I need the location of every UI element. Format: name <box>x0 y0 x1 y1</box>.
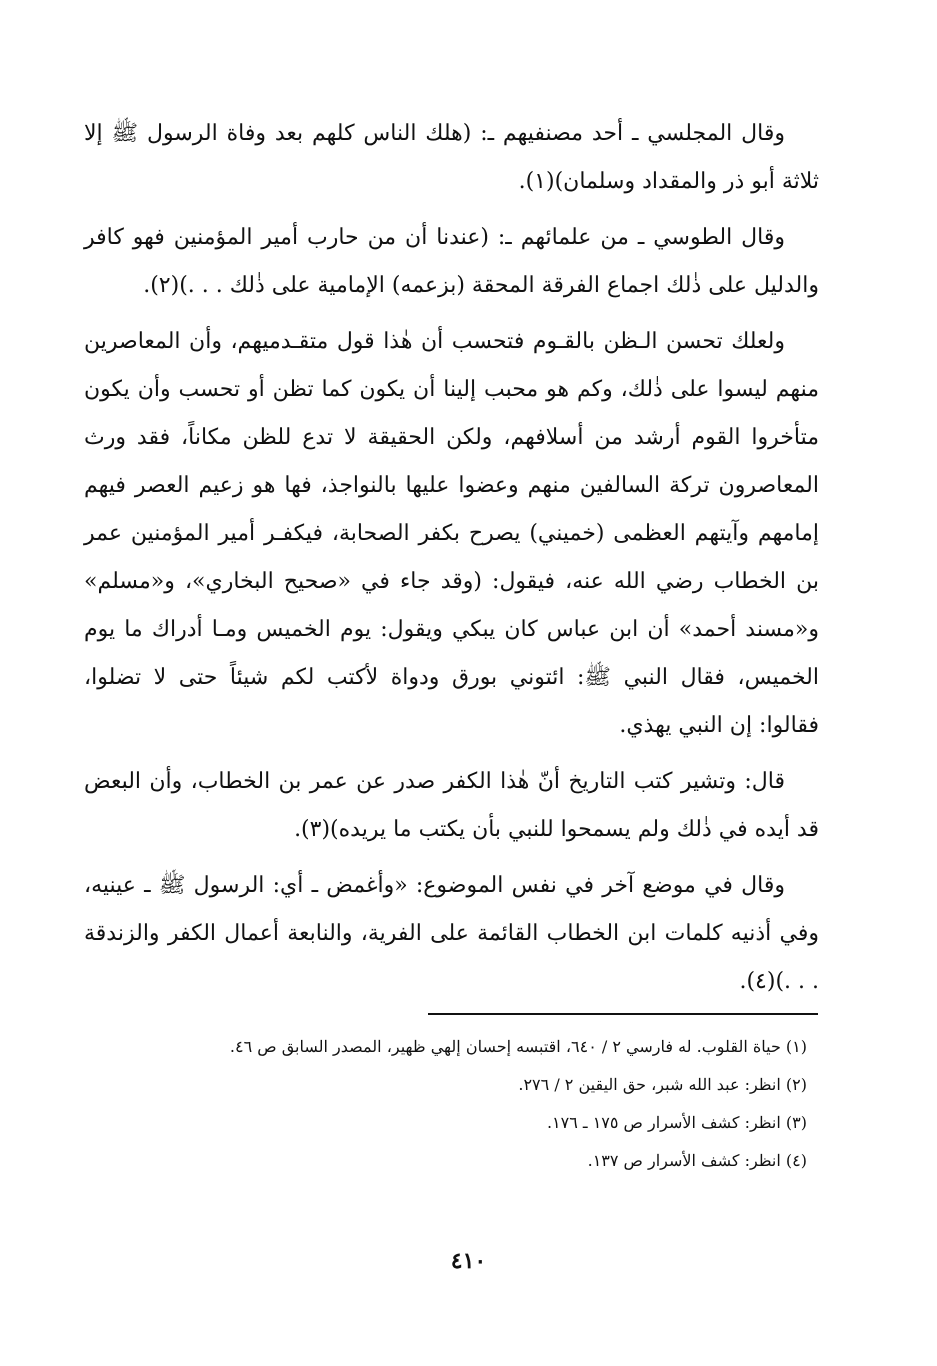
footnote: (٣) انظر: كشف الأسرار ص ١٧٥ ـ ١٧٦. <box>546 1113 807 1132</box>
paragraph: وقال الطوسي ـ من علمائهم ـ: (عندنا أن من حارب أمير المؤمنين فهو كافر والدليل على ذٰلك اجماع الفرقة المحقة (بزعمه) الإمامية على ذٰلك . . .)(٢). <box>84 225 819 298</box>
footnote: (٤) انظر: كشف الأسرار ص ١٣٧. <box>587 1151 807 1170</box>
page-number: ٤١٠ <box>450 1248 487 1274</box>
footnote: (٢) انظر: عبد الله شبر، حق اليقين ٢ / ٢٧٦. <box>518 1075 807 1094</box>
paragraph: وقال في موضع آخر في نفس الموضوع: «وأغمض ـ أي: الرسول ﷺ ـ عينيه، وفي أذنيه كلمات ابن الخطاب القائمة على الفرية، والنابعة أعمال الكفر والزندقة . . .)(٤). <box>84 873 819 994</box>
paragraph: وقال المجلسي ـ أحد مصنفيهم ـ: (هلك الناس كلهم بعد وفاة الرسول ﷺ إلا ثلاثة أبو ذر والمقداد وسلمان)(١). <box>84 121 819 194</box>
footnotes <box>84 1028 819 1180</box>
paragraph: قال: وتشير كتب التاريخ أنّ هٰذا الكفر صدر عن عمر بن الخطاب، وأن البعض قد أيده في ذٰلك ولم يسمحوا للنبي بأن يكتب ما يريده)(٣). <box>84 769 819 842</box>
main-text <box>84 110 819 1014</box>
paragraph: ولعلك تحسن الـظن بالقـوم فتحسب أن هٰذا قول متقـدميهم، وأن المعاصرين منهم ليسوا على ذٰلك، وكم هو محبب إلينا أن يكون كما تظن أو تحسب وأن يكون متأخروا القوم أرشد من أسلافهم، ولكن الحقيقة لا تدع للظن مكاناً، فقد ورث المعاصرون تركة السالفين منهم وعضوا عليها بالنواجذ، فها هو زعيم العصر فيهم إمامهم وآيتهم العظمى (خميني) يصرح بكفر الصحابة، فيكفـر أمير المؤمنين عمر بن الخطاب رضي الله عنه، فيقول: (وقد جاء في «صحيح البخاري»، و«مسلم» و«مسند أحمد» أن ابن عباس كان يبكي ويقول: يوم الخميس ومـا أدراك ما يوم الخميس، فقال النبي ﷺ: ائتوني بورق ودواة لأكتب لكم شيئاً حتى لا تضلوا، فقالوا: إن النبي يهذي. <box>84 329 819 738</box>
footnote: (١) حياة القلوب. له فارسي ٢ / ٦٤٠، اقتبسه إحسان إلهي ظهير، المصدر السابق ص ٤٦. <box>229 1037 807 1056</box>
footnote-divider <box>428 1013 818 1015</box>
